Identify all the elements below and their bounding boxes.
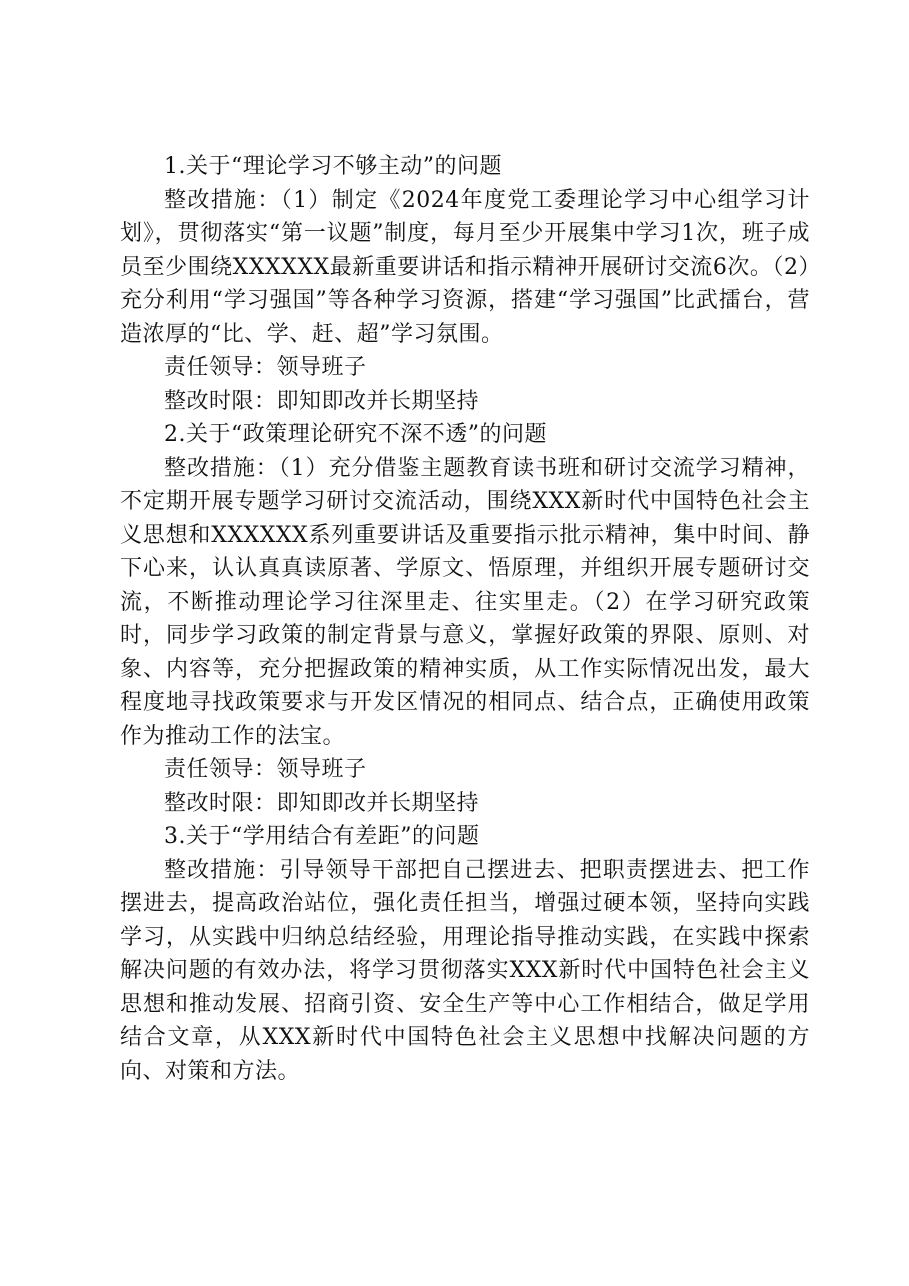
document-body <box>120 150 810 1088</box>
section-3-heading: 3.关于“学用结合有差距”的问题 <box>164 824 480 849</box>
section-3-measures: 整改措施：引导领导干部把自己摆进去、把职责摆进去、把工作摆进去，提高政治站位，强化责任担当，增强过硬本领，坚持向实践学习，从实践中归纳总结经验，用理论指导推动实践，在实践中探索解决问题的有效办法，将学习贯彻落实XXX新时代中国特色社会主义思想和推动发展、招商引资、安全生产等中心工作相结合，做足学用结合文章，从XXX新时代中国特色社会主义思想中找解决问题的方向、对策和方法。 <box>120 857 810 1084</box>
section-1-measures: 整改措施：（1）制定《2024年度党工委理论学习中心组学习计划》，贯彻落实“第一议题”制度，每月至少开展集中学习1次，班子成员至少围绕XXXXXX最新重要讲话和指示精神开展研讨交流6次。（2）充分利用“学习强国”等各种学习资源，搭建“学习强国”比武擂台，营造浓厚的“比、学、赶、超”学习氛围。 <box>120 187 810 347</box>
section-1-heading: 1.关于“理论学习不够主动”的问题 <box>164 154 502 179</box>
section-1-responsible-leader: 责任领导：领导班子 <box>164 355 367 380</box>
section-2-measures: 整改措施：（1）充分借鉴主题教育读书班和研讨交流学习精神，不定期开展专题学习研讨交流活动，围绕XXX新时代中国特色社会主义思想和XXXXXX系列重要讲话及重要指示批示精神，集中时间、静下心来，认认真真读原著、学原文、悟原理，并组织开展专题研讨交流，不断推动理论学习往深里走、往实里走。（2）在学习研究政策时，同步学习政策的制定背景与意义，掌握好政策的界限、原则、对象、内容等，充分把握政策的精神实质，从工作实际情况出发，最大程度地寻找政策要求与开发区情况的相同点、结合点，正确使用政策作为推动工作的法宝。 <box>120 455 810 749</box>
section-2-responsible-leader: 责任领导：领导班子 <box>164 757 367 782</box>
section-2-deadline: 整改时限：即知即改并长期坚持 <box>164 790 480 816</box>
section-1-deadline: 整改时限：即知即改并长期坚持 <box>164 388 480 414</box>
section-2-heading: 2.关于“政策理论研究不深不透”的问题 <box>164 422 547 447</box>
